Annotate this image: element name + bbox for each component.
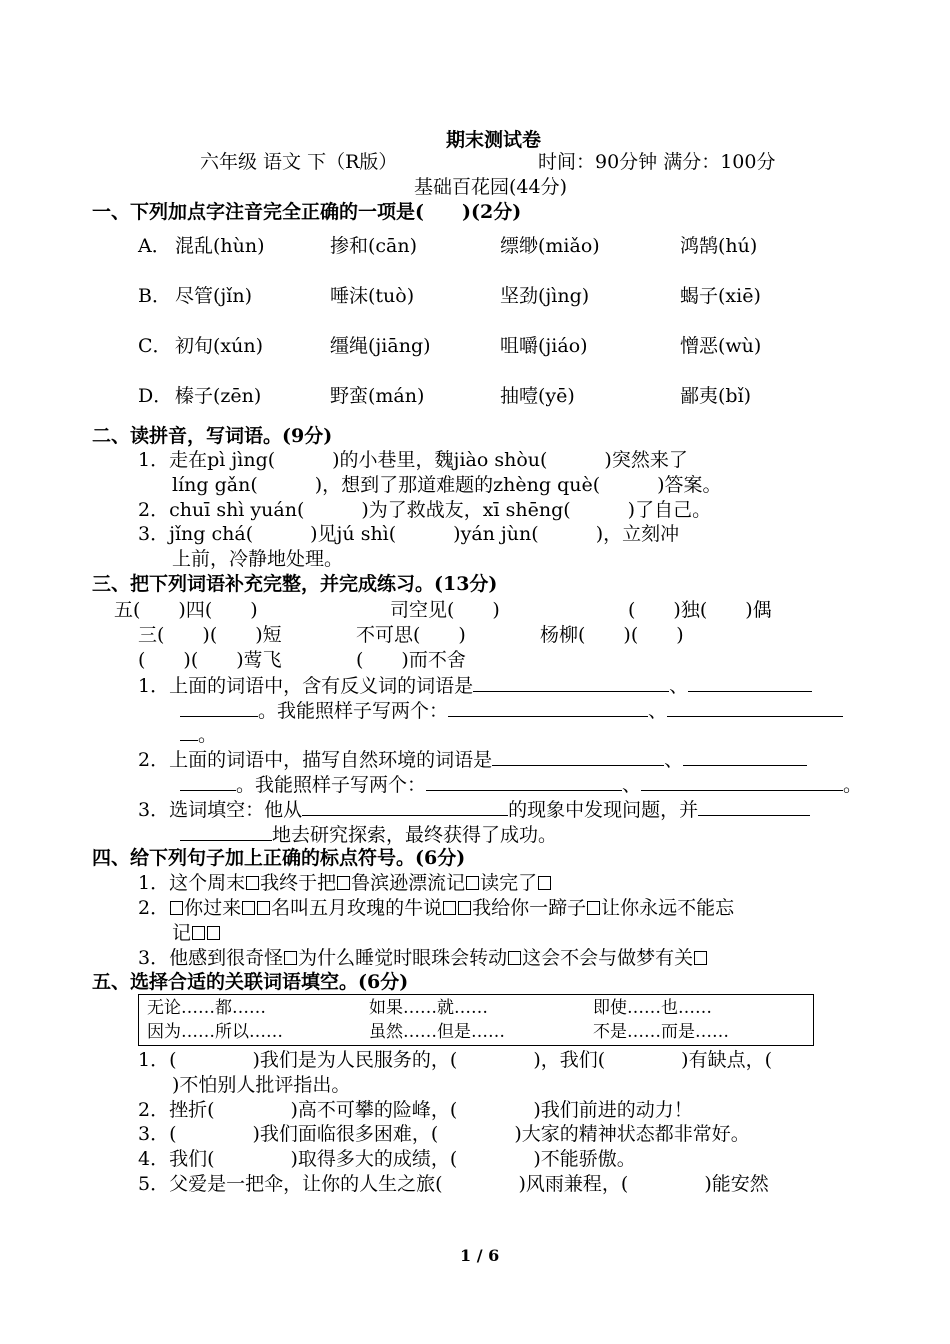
q1-option-c-word3: 咀嚼(jiáo)	[500, 335, 588, 357]
punct-box[interactable]	[192, 926, 205, 940]
punct-box[interactable]	[466, 876, 479, 890]
q2-line-5: 上前，冷静地处理。	[172, 548, 344, 570]
q3-heading: 三、把下列词语补充完整，并完成练习。(13分)	[92, 573, 498, 595]
q3-word-8: ( )而不舍	[356, 649, 466, 671]
q3-sub2-blank-3[interactable]	[426, 772, 622, 791]
q1-option-c-word2: 缰绳(jiāng)	[330, 335, 431, 357]
q3-sub3-mid: 的现象中发现问题，并	[508, 799, 699, 821]
q5-line-3: 3．( )我们面临很多困难，( )大家的精神状态都非常好。	[138, 1123, 750, 1145]
punct-box[interactable]	[337, 876, 350, 890]
q2-line-1: 1．走在pì jìng( )的小巷里，魏jiào shòu( )突然来了	[138, 449, 688, 471]
conjunction-1: 无论……都……	[147, 998, 266, 1018]
q5-line-4: 4．我们( )取得多大的成绩，( )不能骄傲。	[138, 1148, 636, 1170]
punct-box[interactable]	[587, 901, 600, 915]
conjunction-2: 如果……就……	[369, 998, 488, 1018]
q4-s1-text-1: 1．这个周末	[138, 872, 246, 894]
subtitle-grade: 六年级 语文 下（R版）	[200, 151, 398, 173]
q3-word-7: ( )( )莺飞	[138, 649, 282, 671]
page-title: 期末测试卷	[446, 129, 542, 151]
q1-option-a-word3: 缥缈(miǎo)	[500, 235, 600, 257]
q4-heading: 四、给下列句子加上正确的标点符号。(6分)	[92, 847, 466, 869]
q3-sub2-example: 。我能照样子写两个：	[236, 774, 427, 796]
q3-word-3: ( )独( )偶	[628, 599, 772, 621]
q3-sub2-sep: 、	[664, 749, 684, 771]
q3-sub3-end: 地去研究探索，最终获得了成功。	[272, 824, 558, 846]
q1-option-a-word1: 混乱(hùn)	[175, 235, 265, 257]
q3-sub3-blank-2[interactable]	[698, 797, 810, 816]
q4-s1-text-3: 鲁滨逊漂流记	[351, 872, 466, 894]
q5-line-1b: )不怕别人批评指出。	[172, 1074, 351, 1096]
q1-option-c-word1: 初旬(xún)	[175, 335, 264, 357]
q3-sub2-line1	[138, 747, 807, 772]
q1-option-a-label: A．	[138, 235, 171, 257]
q4-s2-text-3: 名叫五月玫瑰的牛说	[271, 897, 443, 919]
q3-sub3-blank-2b[interactable]	[180, 822, 272, 841]
q4-s2-text-4: 我给你一蹄子	[472, 897, 587, 919]
q4-sentence-1	[138, 871, 552, 895]
punct-box[interactable]	[242, 901, 255, 915]
q1-option-b-word1: 尽管(jǐn)	[175, 285, 253, 307]
q3-sub1-blank-2[interactable]	[688, 673, 812, 692]
punct-box[interactable]	[694, 951, 707, 965]
q4-sentence-2	[138, 896, 734, 920]
q3-sub1-blank-2b[interactable]	[180, 698, 258, 717]
punct-box[interactable]	[538, 876, 551, 890]
q2-line-4: 3．jǐng chá( )见jú shì( )yán jùn( )，立刻冲	[138, 523, 680, 545]
q3-word-6: 杨柳( )( )	[540, 624, 684, 646]
q1-option-a-word2: 掺和(cān)	[330, 235, 418, 257]
q4-s2-text-2: 你过来	[184, 897, 242, 919]
q3-sub3-line2	[180, 822, 557, 847]
q1-option-a-word4: 鸿鹄(hú)	[680, 235, 758, 257]
q3-sub1-sep2: 、	[648, 700, 668, 722]
q3-sub2-line2	[180, 772, 862, 797]
q3-sub1-blank-1[interactable]	[473, 673, 669, 692]
q3-sub2-sep2: 、	[622, 774, 642, 796]
q1-option-d-word3: 抽噎(yē)	[500, 385, 575, 407]
conjunction-3: 即使……也……	[593, 998, 712, 1018]
conjunction-word-box	[138, 994, 814, 1046]
q4-s2-text-1: 2．	[138, 897, 170, 919]
q2-heading: 二、读拼音，写词语。(9分)	[92, 425, 333, 447]
q4-s2b-text-1: 记	[172, 922, 192, 944]
q1-option-b-label: B．	[138, 285, 171, 307]
q3-sub2-blank-2b[interactable]	[180, 772, 236, 791]
q2-line-3: 2．chuī shì yuán( )为了救战友，xī shēng( )了自己。	[138, 499, 712, 521]
q3-sub1-line2	[180, 698, 843, 723]
q3-sub2-blank-4[interactable]	[641, 772, 843, 791]
page-number: 1 / 6	[460, 1246, 500, 1265]
punct-box[interactable]	[170, 901, 183, 915]
q2-line-2: líng gǎn( )，想到了那道难题的zhèng què( )答案。	[172, 474, 722, 496]
q4-s1-text-2: 我终于把	[260, 872, 337, 894]
q1-option-b-word2: 唾沫(tuò)	[330, 285, 415, 307]
conjunction-6: 不是……而是……	[593, 1022, 729, 1042]
q3-sub2-prompt: 2．上面的词语中，描写自然环境的词语是	[138, 749, 493, 771]
q4-sentence-2-cont	[172, 921, 221, 945]
q5-line-2: 2．挫折( )高不可攀的险峰，( )我们前进的动力！	[138, 1099, 693, 1121]
q1-option-d-label: D．	[138, 385, 173, 407]
q3-sub1-blank-3[interactable]	[448, 698, 648, 717]
q3-sub1-sep: 、	[669, 675, 689, 697]
q3-sub1-blank-4b[interactable]	[180, 722, 198, 741]
q3-sub1-line1	[138, 673, 812, 698]
q4-s3-text-3: 这会不会与做梦有关	[522, 947, 694, 969]
punct-box[interactable]	[508, 951, 521, 965]
q4-s2-text-5: 让你永远不能忘	[601, 897, 735, 919]
q3-word-2: 司空见( )	[390, 599, 500, 621]
punct-box[interactable]	[246, 876, 259, 890]
q5-line-1: 1．( )我们是为人民服务的，( )，我们( )有缺点，(	[138, 1049, 772, 1071]
q3-sub3-prompt: 3．选词填空：他从	[138, 799, 303, 821]
part1-title: 基础百花园(44分)	[414, 176, 568, 198]
q4-s3-text-2: 为什么睡觉时眼珠会转动	[298, 947, 508, 969]
punct-box[interactable]	[284, 951, 297, 965]
q3-sub3-line1	[138, 797, 810, 822]
punct-box[interactable]	[207, 926, 220, 940]
conjunction-4: 因为……所以……	[147, 1022, 283, 1042]
q3-word-4: 三( )( )短	[138, 624, 282, 646]
q4-s1-text-4: 读完了	[480, 872, 538, 894]
punct-box[interactable]	[443, 901, 456, 915]
subtitle-time: 时间：90分钟 满分：100分	[538, 151, 776, 173]
q3-sub2-blank-1[interactable]	[492, 747, 664, 766]
q3-sub2-blank-2[interactable]	[683, 747, 807, 766]
q5-line-5: 5．父爱是一把伞，让你的人生之旅( )风雨兼程，( )能安然	[138, 1173, 769, 1195]
q3-sub1-blank-4[interactable]	[667, 698, 843, 717]
q3-sub1-prompt: 1．上面的词语中，含有反义词的词语是	[138, 675, 474, 697]
q1-option-b-word3: 坚劲(jìng)	[500, 285, 590, 307]
conjunction-5: 虽然……但是……	[369, 1022, 505, 1042]
q3-sub1-end: 。	[198, 724, 218, 746]
punct-box[interactable]	[458, 901, 471, 915]
q1-option-d-word4: 鄙夷(bǐ)	[680, 385, 752, 407]
q1-option-b-word4: 蝎子(xiē)	[680, 285, 761, 307]
q3-sub2-end: 。	[843, 774, 863, 796]
q3-sub1-line3	[180, 722, 217, 747]
q1-heading: 一、下列加点字注音完全正确的一项是( )(2分)	[92, 201, 522, 223]
q1-option-c-label: C．	[138, 335, 172, 357]
q3-sub3-blank-1[interactable]	[302, 797, 508, 816]
q1-option-d-word2: 野蛮(mán)	[330, 385, 425, 407]
q3-sub1-example: 。我能照样子写两个：	[258, 700, 449, 722]
q4-sentence-3	[138, 946, 708, 970]
q4-s3-text-1: 3．他感到很奇怪	[138, 947, 284, 969]
q3-word-1: 五( )四( )	[114, 599, 258, 621]
q1-option-d-word1: 榛子(zēn)	[175, 385, 262, 407]
q1-option-c-word4: 憎恶(wù)	[680, 335, 762, 357]
punct-box[interactable]	[257, 901, 270, 915]
q5-heading: 五、选择合适的关联词语填空。(6分)	[92, 971, 409, 993]
q3-word-5: 不可思( )	[356, 624, 466, 646]
